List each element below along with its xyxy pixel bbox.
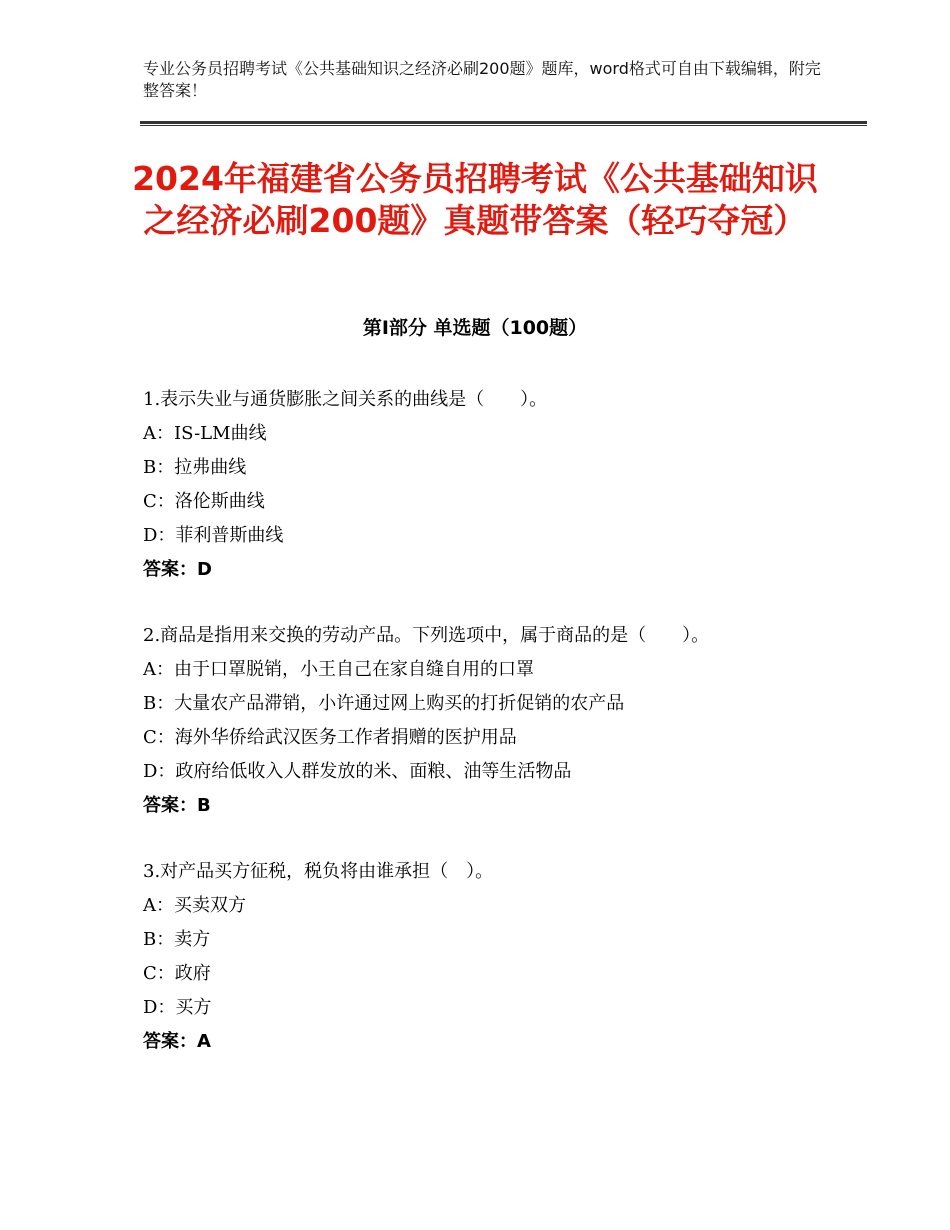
section-title: 第Ⅰ部分 单选题（100题） bbox=[362, 317, 588, 339]
answer-label: 答案：A bbox=[143, 1031, 211, 1052]
question-1 bbox=[143, 383, 807, 587]
option-a: A：买卖双方 bbox=[143, 895, 246, 916]
question-2 bbox=[143, 619, 807, 823]
header-divider bbox=[140, 121, 867, 126]
question-3 bbox=[143, 855, 807, 1059]
option-a: A：由于口罩脱销，小王自己在家自缝自用的口罩 bbox=[143, 659, 534, 680]
question-stem: 2.商品是指用来交换的劳动产品。下列选项中，属于商品的是（ ）。 bbox=[143, 625, 710, 646]
option-d: D：买方 bbox=[143, 997, 212, 1018]
header-note: 专业公务员招聘考试《公共基础知识之经济必刷200题》题库，word格式可自由下载编辑，附完整答案！ bbox=[143, 59, 821, 100]
option-b: B：拉弗曲线 bbox=[143, 457, 247, 478]
question-stem: 3.对产品买方征税，税负将由谁承担（ ）。 bbox=[143, 861, 494, 882]
document-title: 2024年福建省公务员招聘考试《公共基础知识之经济必刷200题》真题带答案（轻巧夺冠） bbox=[132, 159, 818, 240]
option-d: D：菲利普斯曲线 bbox=[143, 525, 284, 546]
option-b: B：卖方 bbox=[143, 929, 211, 950]
option-d: D：政府给低收入人群发放的米、面粮、油等生活物品 bbox=[143, 761, 572, 782]
option-c: C：洛伦斯曲线 bbox=[143, 491, 265, 512]
question-list bbox=[143, 383, 807, 1091]
option-c: C：政府 bbox=[143, 963, 211, 984]
answer-label: 答案：B bbox=[143, 795, 211, 816]
question-stem: 1.表示失业与通货膨胀之间关系的曲线是（ ）。 bbox=[143, 389, 548, 410]
option-b: B：大量农产品滞销，小许通过网上购买的打折促销的农产品 bbox=[143, 693, 625, 714]
option-a: A：IS-LM曲线 bbox=[143, 423, 267, 444]
answer-label: 答案：D bbox=[143, 559, 212, 580]
option-c: C：海外华侨给武汉医务工作者捐赠的医护用品 bbox=[143, 727, 517, 748]
